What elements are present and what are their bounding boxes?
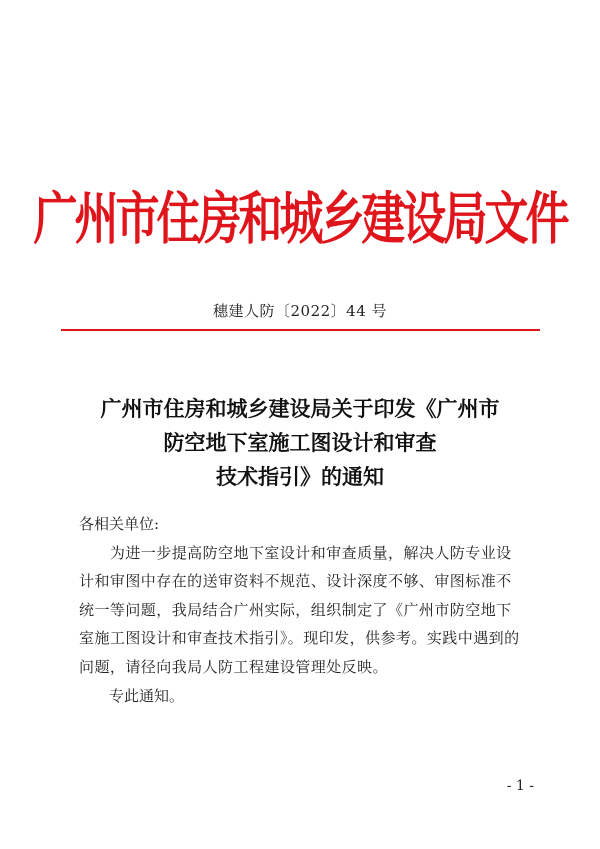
document-number: 穗建人防〔2022〕44 号 [212, 302, 388, 320]
page-number: - 1 - [506, 778, 534, 794]
paragraph-line: 室施工图设计和审查技术指引》。现印发，供参考。实践中遇到的 [79, 629, 520, 648]
notice-title-line: 技术指引》的通知 [216, 464, 384, 489]
salutation: 各相关单位: [79, 515, 160, 533]
notice-title-line: 广州市住房和城乡建设局关于印发《广州市 [100, 396, 500, 421]
closing-remark: 专此通知。 [109, 686, 185, 705]
notice-title-line: 防空地下室施工图设计和审查 [163, 430, 437, 455]
notice-body [79, 510, 534, 710]
red-separator-line [61, 329, 540, 331]
paragraph-line: 统一等问题，我局结合广州实际，组织制定了《广州市防空地下 [79, 600, 512, 619]
notice-title [0, 392, 600, 494]
paragraph-line: 问题，请径向我局人防工程建设管理处反映。 [79, 657, 389, 676]
paragraph-line: 计和审图中存在的送审资料不规范、设计深度不够、审图标准不 [79, 572, 512, 591]
paragraph-line: 为进一步提高防空地下室设计和审查质量，解决人防专业设 [79, 543, 512, 562]
document-masthead: 广州市住房和城乡建设局文件 [33, 186, 567, 252]
